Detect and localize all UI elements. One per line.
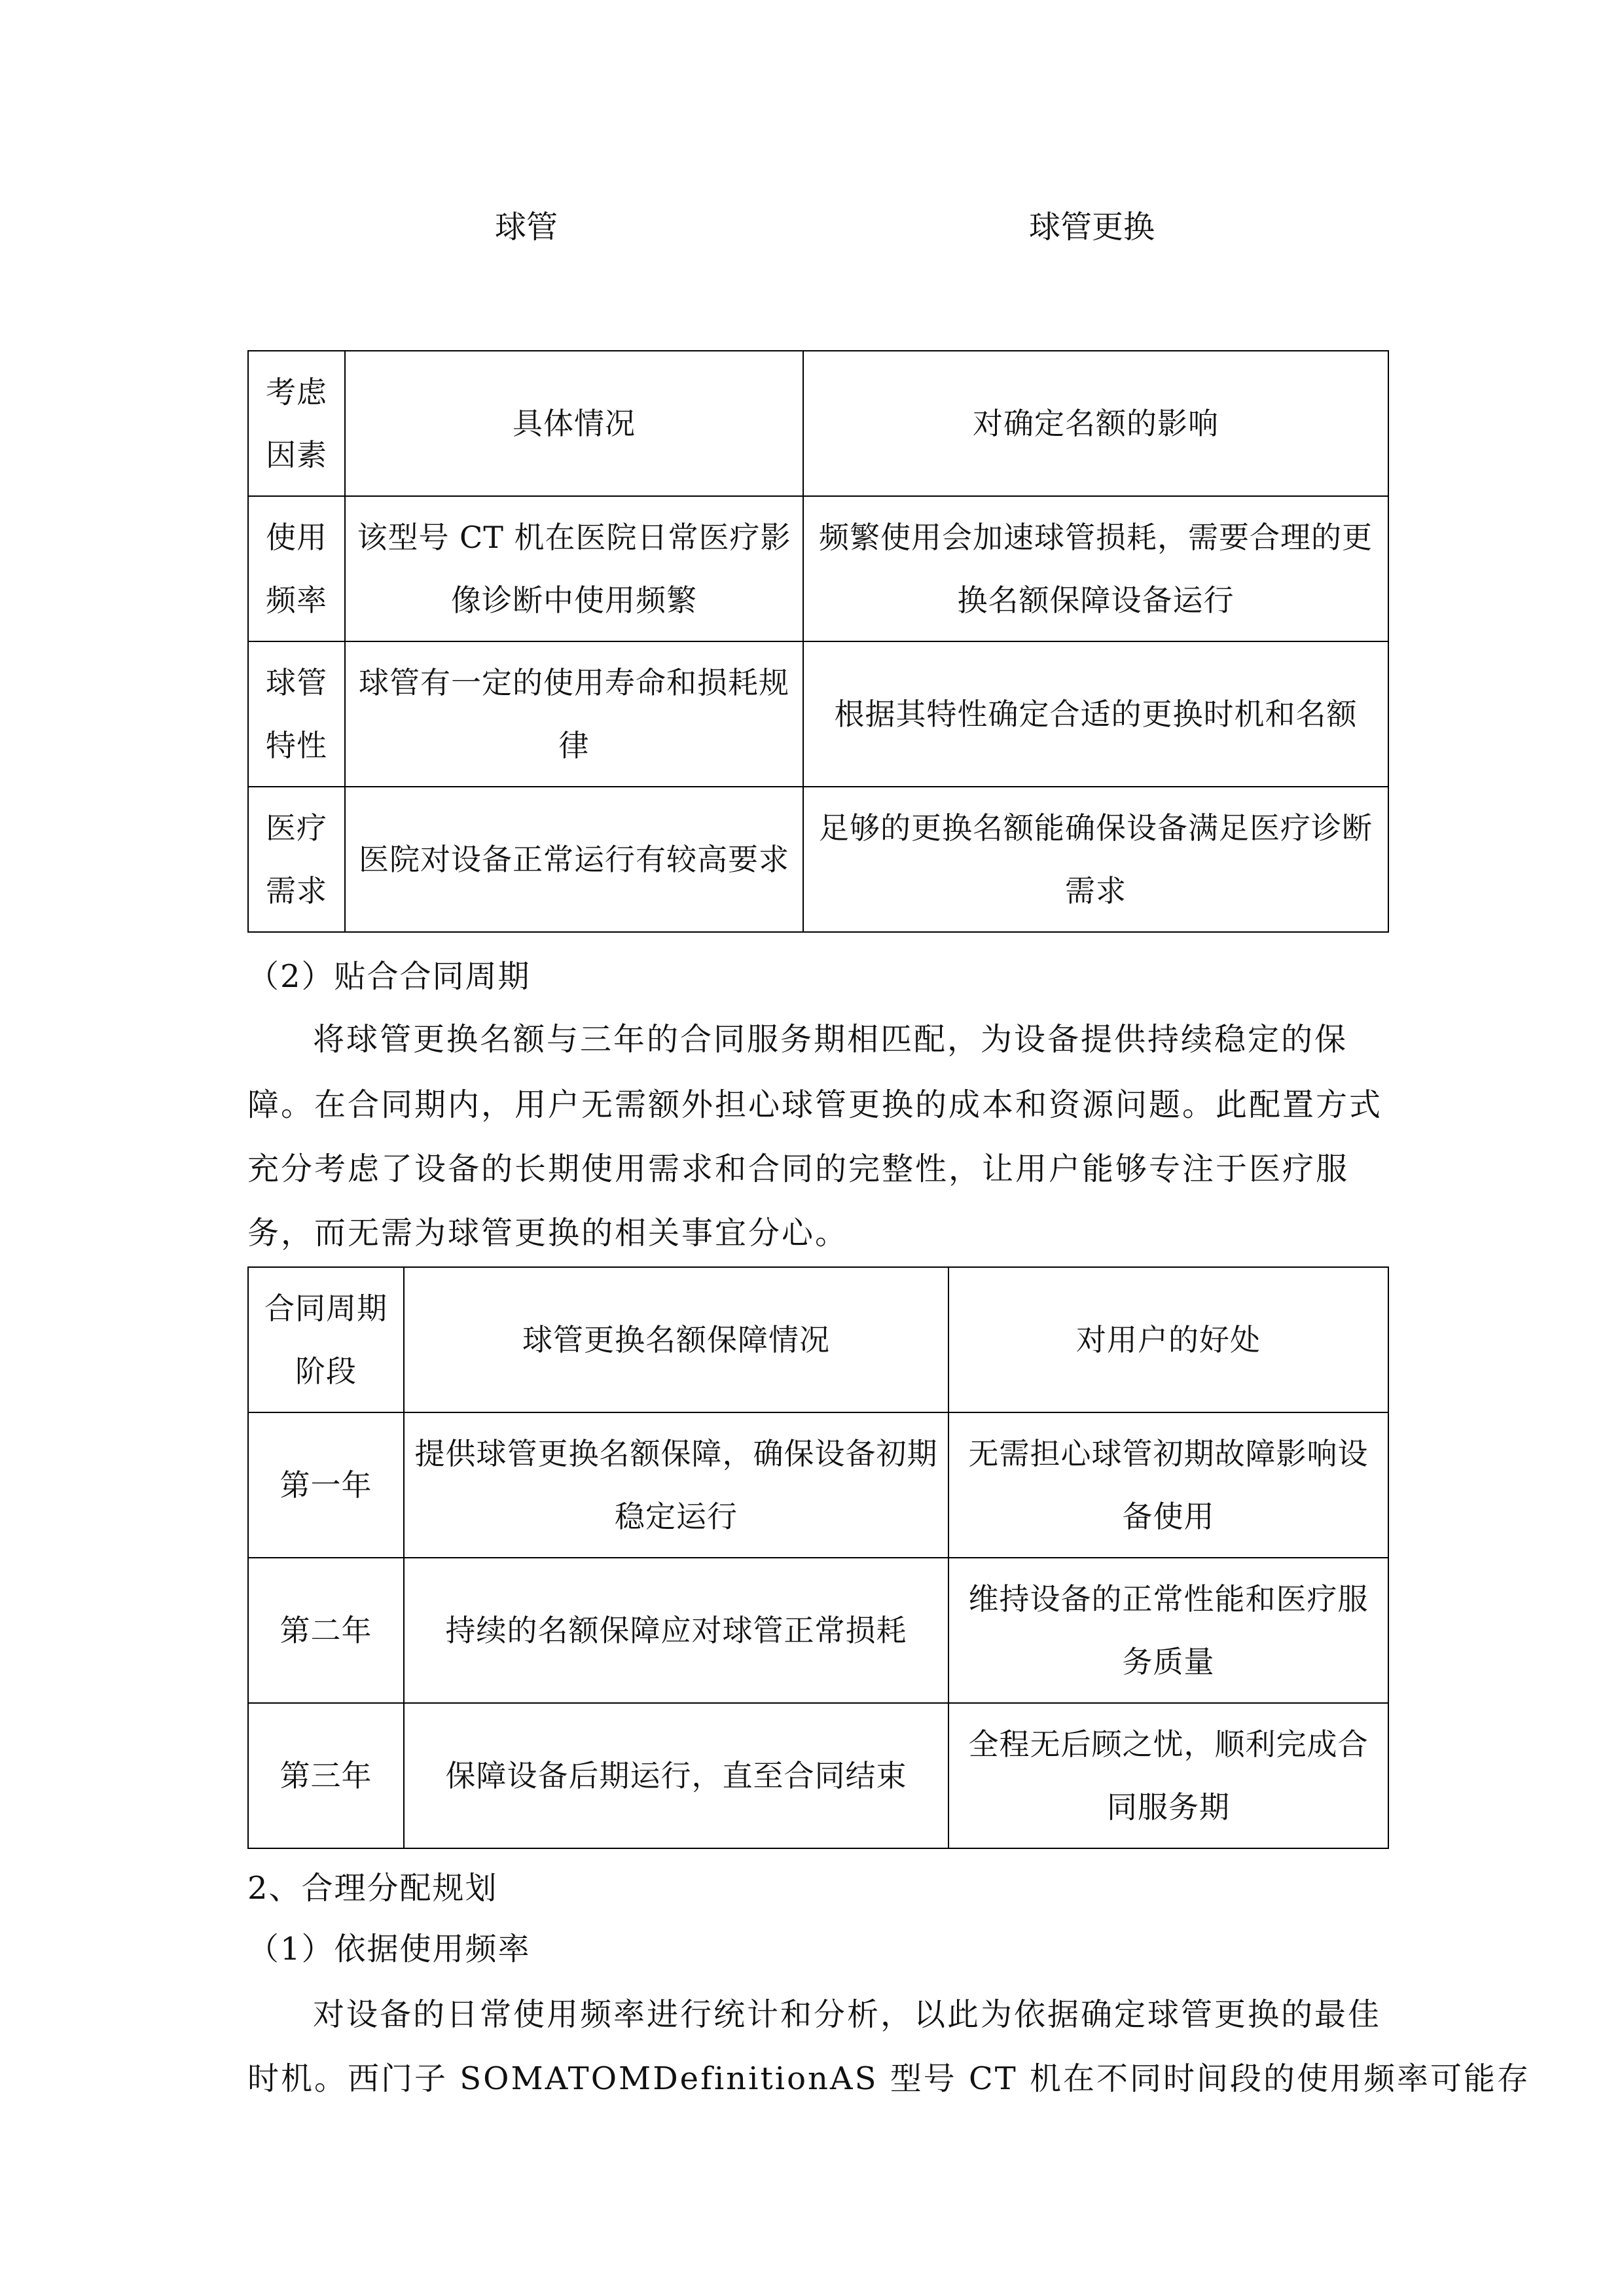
table-cell: 持续的名额保障应对球管正常损耗 <box>404 1558 948 1703</box>
section-heading-contract-period: （2）贴合合同周期 <box>247 958 531 995</box>
header-cell-impact: 对确定名额的影响 <box>803 351 1388 496</box>
contract-period-table <box>247 1266 1389 1849</box>
table-cell: 第一年 <box>248 1412 404 1558</box>
header-cell-factor: 考虑因素 <box>248 351 345 496</box>
image-caption-row <box>0 204 1624 250</box>
table-cell: 医疗需求 <box>248 787 345 932</box>
table-row <box>248 787 1388 932</box>
table-cell: 保障设备后期运行，直至合同结束 <box>404 1703 948 1848</box>
table-cell: 第三年 <box>248 1703 404 1848</box>
table-row <box>248 1558 1388 1703</box>
table-cell: 该型号 CT 机在医院日常医疗影像诊断中使用频繁 <box>345 496 803 641</box>
table-header-row <box>248 1267 1388 1412</box>
table-cell: 根据其特性确定合适的更换时机和名额 <box>803 641 1388 787</box>
paragraph-line: 将球管更换名额与三年的合同服务期相匹配，为设备提供持续稳定的保 <box>313 1021 1348 1058</box>
table-cell: 维持设备的正常性能和医疗服务质量 <box>948 1558 1388 1703</box>
table-cell: 全程无后顾之忧，顺利完成合同服务期 <box>948 1703 1388 1848</box>
table-row <box>248 496 1388 641</box>
header-cell-stage: 合同周期阶段 <box>248 1267 404 1412</box>
considerations-table <box>247 350 1389 933</box>
paragraph-line: 务，而无需为球管更换的相关事宜分心。 <box>247 1215 849 1251</box>
table-cell: 使用频率 <box>248 496 345 641</box>
caption-tube: 球管 <box>495 209 558 245</box>
caption-tube-replacement: 球管更换 <box>1029 209 1155 245</box>
paragraph-line: 充分考虑了设备的长期使用需求和合同的完整性，让用户能够专注于医疗服 <box>247 1151 1350 1187</box>
table-cell: 医院对设备正常运行有较高要求 <box>345 787 803 932</box>
table-row <box>248 641 1388 787</box>
header-cell-benefit: 对用户的好处 <box>948 1267 1388 1412</box>
table-row <box>248 1412 1388 1558</box>
section-heading-allocation: 2、合理分配规划 <box>247 1870 498 1907</box>
paragraph-line: 障。在合同期内，用户无需额外担心球管更换的成本和资源问题。此配置方式 <box>247 1086 1383 1123</box>
table-cell: 球管特性 <box>248 641 345 787</box>
subsection-heading-frequency: （1）依据使用频率 <box>247 1931 531 1967</box>
table-row <box>248 1703 1388 1848</box>
table-cell: 足够的更换名额能确保设备满足医疗诊断需求 <box>803 787 1388 932</box>
table-cell: 提供球管更换名额保障，确保设备初期稳定运行 <box>404 1412 948 1558</box>
table-cell: 球管有一定的使用寿命和损耗规律 <box>345 641 803 787</box>
table-cell: 频繁使用会加速球管损耗，需要合理的更换名额保障设备运行 <box>803 496 1388 641</box>
header-cell-guarantee: 球管更换名额保障情况 <box>404 1267 948 1412</box>
paragraph-line: 时机。西门子 SOMATOMDefinitionAS 型号 CT 机在不同时间段的使用频率可能存 <box>247 2060 1530 2097</box>
table-cell: 无需担心球管初期故障影响设备使用 <box>948 1412 1388 1558</box>
header-cell-situation: 具体情况 <box>345 351 803 496</box>
paragraph-line: 对设备的日常使用频率进行统计和分析，以此为依据确定球管更换的最佳 <box>313 1996 1382 2033</box>
table-cell: 第二年 <box>248 1558 404 1703</box>
table-header-row <box>248 351 1388 496</box>
